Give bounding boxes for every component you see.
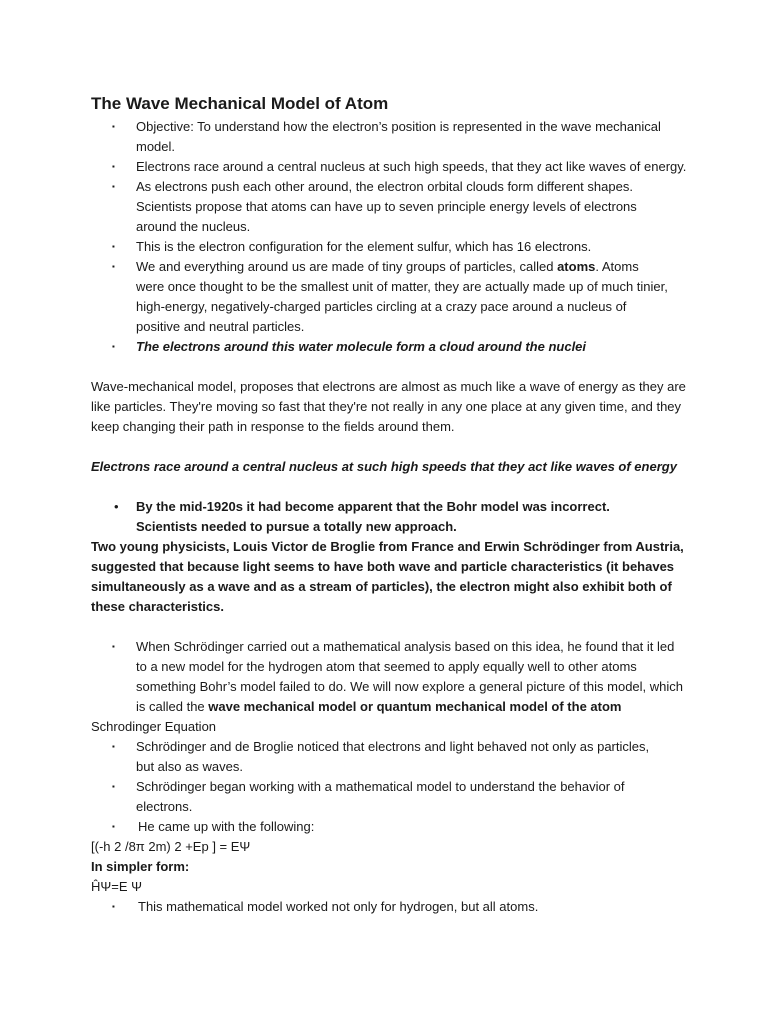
list-item-objective: Objective: To understand how the electron’s position is represented in the wave mechanical model. [136, 119, 661, 154]
list-item-schrodinger-text: When Schrödinger carried out a mathematical analysis based on this idea, he found that it led to a new model for the hydrogen atom that seemed to apply equally well to other atoms something Bohr’s model failed to do. We will now explore a general picture of this model, which is called the [136, 639, 684, 714]
model-names: wave mechanical model or quantum mechanical model of the atom [208, 699, 622, 714]
bullet-marker: ▪ [112, 182, 115, 191]
bullet-marker: ▪ [112, 822, 115, 831]
list-item-sulfur: This is the electron configuration for the element sulfur, which has 16 electrons. [136, 239, 592, 254]
bullet-marker: ▪ [112, 242, 115, 251]
paragraph-wave-model: Wave-mechanical model, proposes that electrons are almost as much like a wave of energy as they are like particles. They're moving so fast that they're not really in any one place at any given time, and they keep changing their path in response to the fields around them. [91, 379, 686, 434]
bullet-marker: ▪ [112, 642, 115, 651]
bullet-marker: ▪ [112, 122, 115, 131]
equation: [(-h 2 /8π 2m) 2 +Ep ] = EΨ [91, 839, 251, 854]
simple-equation: ĤΨ=E Ψ [91, 879, 142, 894]
bullet-marker: ▪ [112, 742, 115, 751]
paragraph-physicists: Two young physicists, Louis Victor de Broglie from France and Erwin Schrödinger from Austria, suggested that because light seems to have both wave and particle characteristics (it behaves simultaneously as a wave and as a stream of particles), the electron might also exhibit both of these characteristics. [91, 539, 684, 614]
bullet-dot: • [114, 499, 119, 514]
list-item-schrodinger-analysis [136, 637, 684, 717]
atoms-term: atoms [557, 259, 596, 274]
list-item-all-atoms: This mathematical model worked not only for hydrogen, but all atoms. [138, 899, 539, 914]
list-item-bohr: By the mid-1920s it had become apparent that the Bohr model was incorrect. Scientists needed to pursue a totally new approach. [136, 499, 610, 534]
list-item-particles-start: We and everything around us are made of tiny groups of particles, called [136, 259, 558, 274]
list-item-noticed: Schrödinger and de Broglie noticed that electrons and light behaved not only as particles, but also as waves. [136, 739, 650, 774]
list-item-particles [136, 257, 669, 337]
list-item-math-model: Schrödinger began working with a mathematical model to understand the behavior of electrons. [136, 779, 625, 814]
page-title: The Wave Mechanical Model of Atom [91, 94, 389, 113]
list-item-electrons-race: Electrons race around a central nucleus at such high speeds, that they act like waves of energy. [136, 159, 687, 174]
list-item-orbital-clouds: As electrons push each other around, the electron orbital clouds form different shapes. Scientists propose that atoms can have up to seven principle energy levels of electrons around the nucleus. [136, 179, 637, 234]
bullet-marker: ▪ [112, 162, 115, 171]
list-item-particles-rest: . Atoms were once thought to be the smallest unit of matter, they are actually made up of much tinier, high-energy, negatively-charged particles circling at a crazy pace around a nucleus of positive and neutral particles. [136, 259, 668, 334]
simpler-form-label: In simpler form: [91, 859, 190, 874]
list-item-came-up: He came up with the following: [138, 819, 315, 834]
bullet-marker: ▪ [112, 782, 115, 791]
bullet-marker: ▪ [112, 902, 115, 911]
list-item-water-molecule: The electrons around this water molecule form a cloud around the nuclei [136, 339, 587, 354]
italic-heading: Electrons race around a central nucleus at such high speeds that they act like waves of energy [91, 459, 677, 474]
section-heading-schrodinger: Schrodinger Equation [91, 719, 217, 734]
bullet-marker: ▪ [112, 262, 115, 271]
bullet-marker: ▪ [112, 342, 115, 351]
